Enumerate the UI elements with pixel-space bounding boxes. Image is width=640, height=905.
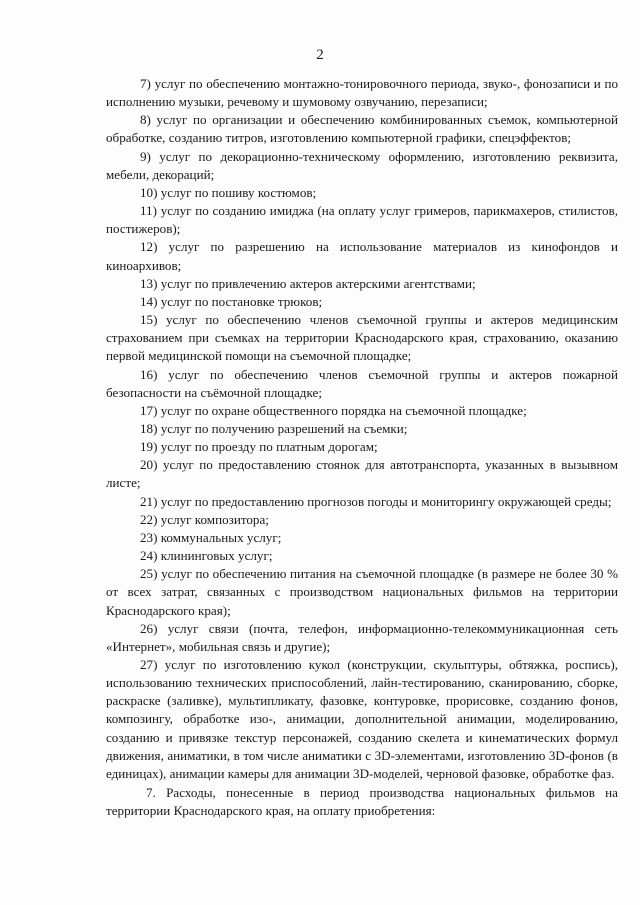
list-item-14: 14) услуг по постановке трюков; [140,293,323,309]
list-item-21: 21) услуг по предоставлению прогнозов погоды и мониторингу окружающей среды; [140,493,612,509]
list-item-16: 16) услуг по обеспечению членов съемочной группы и актеров пожарной безопасности на съёмочной площадке; [106,366,618,400]
list-item-27: 27) услуг по изготовлению кукол (конструкции, скульптуры, обтяжка, роспись), использованию технических приспособлений, лайн-тестированию, сканированию, сборке, раскраске (заливке), мультипликату, фазовке, контуровке, прорисовке, созданию фонов, композингу, обработке изо-, анимации, дополнительной анимации, моделированию, созданию и привязке текстур персонажей, созданию скелета и кинематических формул движения, аниматики, в том числе аниматики с 3D-элементами, изготовлению 3D-фонов (в единицах), анимации камеры для анимации 3D-моделей, черновой фазовке, обработке фаз. [106,657,618,781]
list-item-10: 10) услуг по пошиву костюмов; [140,184,317,200]
list-item-24: 24) клининговых услуг; [140,548,273,564]
list-item-13: 13) услуг по привлечению актеров актерскими агентствами; [140,275,476,291]
page-number: 2 [316,47,324,63]
list-item-7: 7) услуг по обеспечению монтажно-тонировочного периода, звуко-, фонозаписи и по исполнению музыки, речевому и шумовому озвучанию, перезаписи; [106,76,618,110]
list-item-17: 17) услуг по охране общественного порядка на съемочной площадке; [140,402,527,418]
list-item-18: 18) услуг по получению разрешений на съемки; [140,420,408,436]
list-item-25: 25) услуг по обеспечению питания на съемочной площадке (в размере не более 30 % от всех затрат, связанных с производством национальных фильмов на территории Краснодарского края); [106,566,618,618]
list-item-23: 23) коммунальных услуг; [140,529,282,545]
list-item-19: 19) услуг по проезду по платным дорогам; [140,439,378,455]
list-item-8: 8) услуг по организации и обеспечению комбинированных съемок, компьютерной обработке, созданию титров, изготовлению компьютерной графики, спецэффектов; [106,112,618,146]
list-item-20: 20) услуг по предоставлению стоянок для автотранспорта, указанных в вызывном листе; [106,457,618,491]
list-item-9: 9) услуг по декорационно-техническому оформлению, изготовлению реквизита, мебели, декораций; [106,148,618,182]
clause-7-paragraph: 7. Расходы, понесенные в период производства национальных фильмов на территории Краснодарского края, на оплату приобретения: [106,785,618,819]
list-item-26: 26) услуг связи (почта, телефон, информационно-телекоммуникационная сеть «Интернет», мобильная связь и другие); [106,620,618,654]
list-item-11: 11) услуг по созданию имиджа (на оплату услуг гримеров, парикмахеров, стилистов, постижеров); [106,203,618,237]
list-item-15: 15) услуг по обеспечению членов съемочной группы и актеров медицинским страхованием при съемках на территории Краснодарского края, страхованию, оказанию первой медицинской помощи на съемочной площадке; [106,312,618,364]
document-body [106,75,618,820]
list-item-12: 12) услуг по разрешению на использование материалов из кинофондов и киноархивов; [106,239,618,273]
list-item-22: 22) услуг композитора; [140,511,269,527]
